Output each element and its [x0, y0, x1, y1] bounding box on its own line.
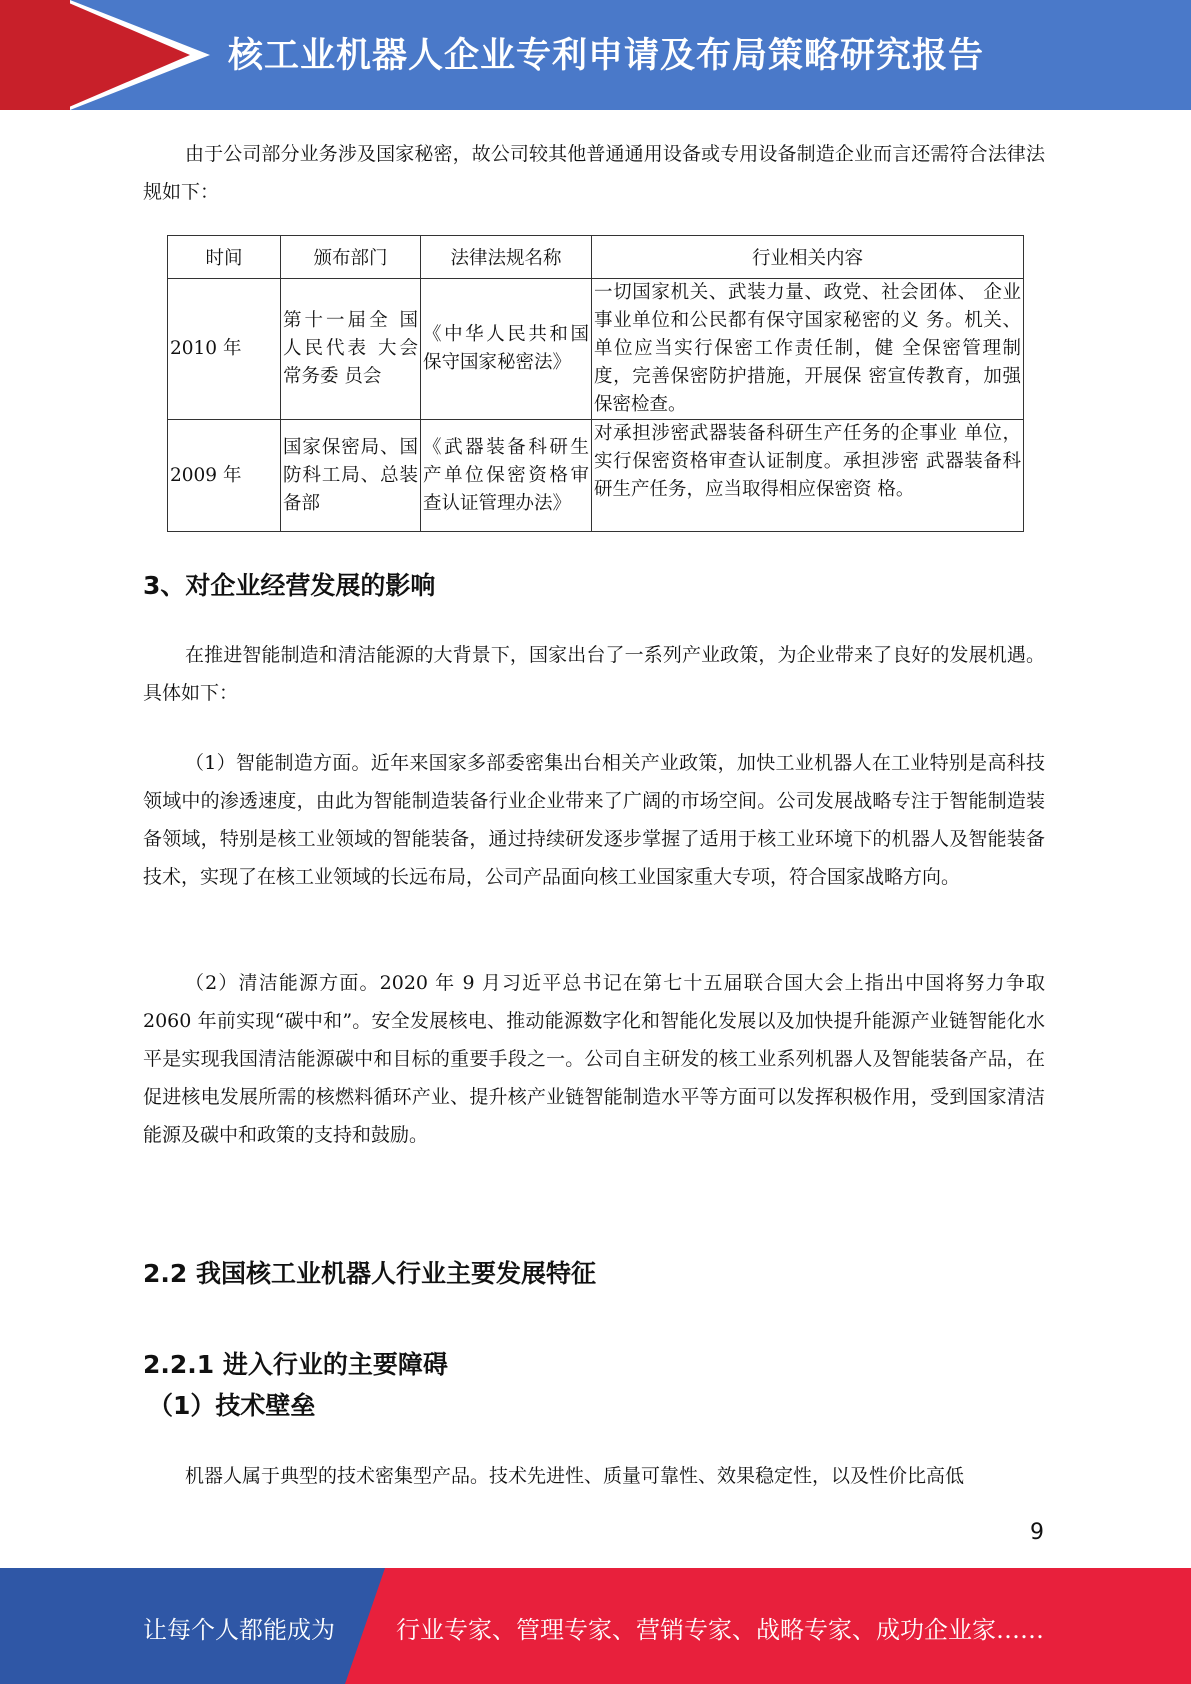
cell-time: 2010 年 [168, 279, 281, 420]
page-header [0, 0, 1191, 110]
cell-law-name: 《武器装备科研生产单位保密资格审查认证管理办法》 [421, 420, 592, 532]
col-header-law-name: 法律法规名称 [421, 236, 592, 279]
footer-slogan-left: 让每个人都能成为 [143, 1616, 335, 1644]
col-header-department: 颁布部门 [281, 236, 421, 279]
page-number: 9 [1030, 1520, 1044, 1545]
footer-blue-slant [345, 1568, 385, 1684]
page-footer [0, 1568, 1191, 1684]
table-row [168, 420, 1024, 532]
intro-paragraph: 由于公司部分业务涉及国家秘密，故公司较其他普通通用设备或专用设备制造企业而言还需符合法律法规如下： [143, 143, 1045, 203]
header-red-block [0, 0, 70, 110]
cell-time: 2009 年 [168, 420, 281, 532]
cell-department: 第十一届全 国人民代表 大会常务委 员会 [281, 279, 421, 420]
header-red-chevron [62, 0, 190, 110]
section-heading: 2.2 我国核工业机器人行业主要发展特征 [143, 1259, 596, 1288]
body-paragraph: （1）智能制造方面。近年来国家多部委密集出台相关产业政策，加快工业机器人在工业特别是高科技领域中的渗透速度，由此为智能制造装备行业企业带来了广阔的市场空间。公司发展战略专注于智能制造装备领域，特别是核工业领域的智能装备，通过持续研发逐步掌握了适用于核工业环境下的机器人及智能装备技术，实现了在核工业领域的长远布局，公司产品面向核工业国家重大专项，符合国家战略方向。 [143, 752, 1045, 888]
body-paragraph: 机器人属于典型的技术密集型产品。技术先进性、质量可靠性、效果稳定性，以及性价比高低 [185, 1465, 965, 1487]
subsection-subheading: （1）技术壁垒 [148, 1391, 316, 1420]
cell-law-name: 《中华人民共和国保守国家秘密法》 [421, 279, 592, 420]
col-header-content: 行业相关内容 [592, 236, 1024, 279]
body-paragraph: （2）清洁能源方面。2020 年 9 月习近平总书记在第七十五届联合国大会上指出中国将努力争取 2060 年前实现“碳中和”。安全发展核电、推动能源数字化和智能化发展以及加快提升能源产业链智能化水平是实现我国清洁能源碳中和目标的重要手段之一。公司自主研发的核工业系列机器人及智能装备产品，在促进核电发展所需的核燃料循环产业、提升核产业链智能制造水平等方面可以发挥积极作用，受到国家清洁能源及碳中和政策的支持和鼓励。 [143, 972, 1045, 1146]
cell-content: 对承担涉密武器装备科研生产任务的企事业 单位，实行保密资格审查认证制度。承担涉密 武器装备科研生产任务，应当取得相应保密资 格。 [592, 420, 1024, 532]
body-paragraph: 在推进智能制造和清洁能源的大背景下，国家出台了一系列产业政策，为企业带来了良好的发展机遇。具体如下： [143, 644, 1045, 704]
cell-content: 一切国家机关、武装力量、政党、社会团体、 企业事业单位和公民都有保守国家秘密的义 务。机关、单位应当实行保密工作责任制，健 全保密管理制度，完善保密防护措施，开展保 密宣传教育，加强保密检查。 [592, 279, 1024, 420]
section-heading: 3、对企业经营发展的影响 [143, 571, 436, 600]
col-header-time: 时间 [168, 236, 281, 279]
footer-slogan-right: 行业专家、管理专家、营销专家、战略专家、成功企业家…… [396, 1616, 1044, 1644]
subsection-heading: 2.2.1 进入行业的主要障碍 [143, 1350, 448, 1379]
table-header-row [168, 236, 1024, 279]
laws-table [167, 235, 1024, 532]
report-title: 核工业机器人企业专利申请及布局策略研究报告 [228, 36, 985, 76]
cell-department: 国家保密局、国防科工局、总装备部 [281, 420, 421, 532]
table-row [168, 279, 1024, 420]
